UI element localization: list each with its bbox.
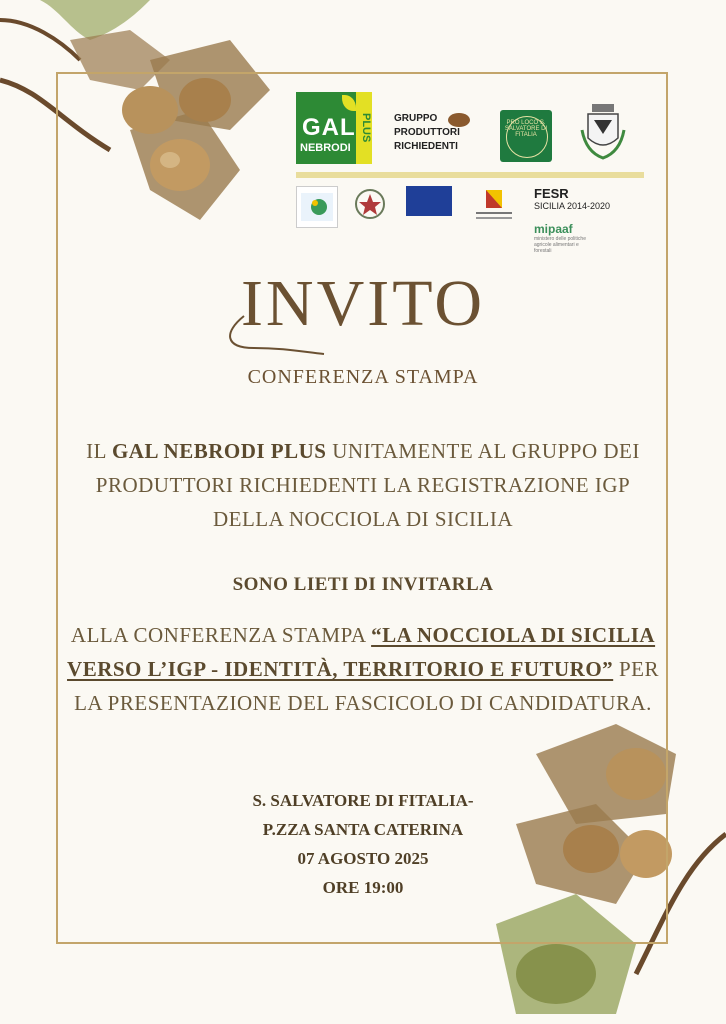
- invitation-subtitle: CONFERENZA STAMPA: [247, 366, 479, 388]
- municipal-crest-icon: [580, 100, 626, 162]
- title-swash-decoration: [214, 312, 334, 356]
- gal-logo-plus: PLUS: [356, 92, 372, 164]
- fesr-subtext: SICILIA 2014-2020: [534, 201, 611, 211]
- mipaaf-text: mipaaf: [534, 222, 573, 236]
- intro-before: IL: [86, 439, 112, 463]
- leaf-icon: [342, 95, 356, 111]
- conference-before: ALLA CONFERENZA STAMPA: [70, 623, 372, 647]
- gruppo-line-1: GRUPPO: [394, 113, 438, 124]
- fesr-text: FESR: [534, 186, 569, 201]
- gruppo-line-2: PRODUTTORI: [394, 127, 460, 138]
- logo-divider: [296, 172, 644, 178]
- event-date: 07 AGOSTO 2025: [297, 849, 429, 868]
- proloco-text: PRO LOCO S. SALVATORE DI FITALIA: [504, 120, 548, 138]
- proloco-logo: [500, 110, 552, 162]
- intro-after: UNITAMENTE AL GRUPPO DEI PRODUTTORI RICHIEDENTI LA REGISTRAZIONE IGP DELLA NOCCIOLA DI SICILIA: [95, 439, 640, 531]
- invitation-title: INVITO: [240, 267, 486, 340]
- conference-paragraph: [60, 618, 666, 720]
- po-fesr-logo: [534, 186, 614, 226]
- event-location-square: P.ZZA SANTA CATERINA: [262, 820, 464, 839]
- leader-logo-icon: [296, 186, 338, 228]
- intro-paragraph: [60, 434, 666, 536]
- conference-title: “LA NOCCIOLA DI SICILIA VERSO L’IGP - IDENTITÀ, TERRITORIO E FUTURO”: [67, 623, 656, 681]
- european-union-flag-icon: [406, 186, 452, 216]
- intro-organization: GAL NEBRODI PLUS: [111, 439, 327, 463]
- gal-logo-subtext: NEBRODI: [300, 142, 351, 154]
- regione-sicilia-logo-icon: [470, 186, 518, 226]
- invitation-line: SONO LIETI DI INVITARLA: [232, 574, 494, 595]
- mipaaf-subtext: ministero delle politiche agricole alimentari e forestali: [534, 236, 586, 254]
- gruppo-line-3: RICHIEDENTI: [394, 141, 458, 152]
- event-location-town: S. SALVATORE DI FITALIA-: [252, 791, 474, 810]
- italian-republic-emblem-icon: [352, 186, 388, 226]
- conference-after: PER LA PRESENTAZIONE DEL FASCICOLO DI CANDIDATURA.: [74, 657, 659, 715]
- gal-logo-text: GAL: [302, 114, 356, 141]
- gruppo-produttori-logo: [394, 112, 484, 154]
- mipaaf-logo: [534, 222, 594, 254]
- event-details: [80, 786, 646, 902]
- gal-nebrodi-plus-logo: [296, 92, 372, 164]
- hazelnut-icon: [448, 113, 470, 127]
- event-time: ORE 19:00: [322, 878, 404, 897]
